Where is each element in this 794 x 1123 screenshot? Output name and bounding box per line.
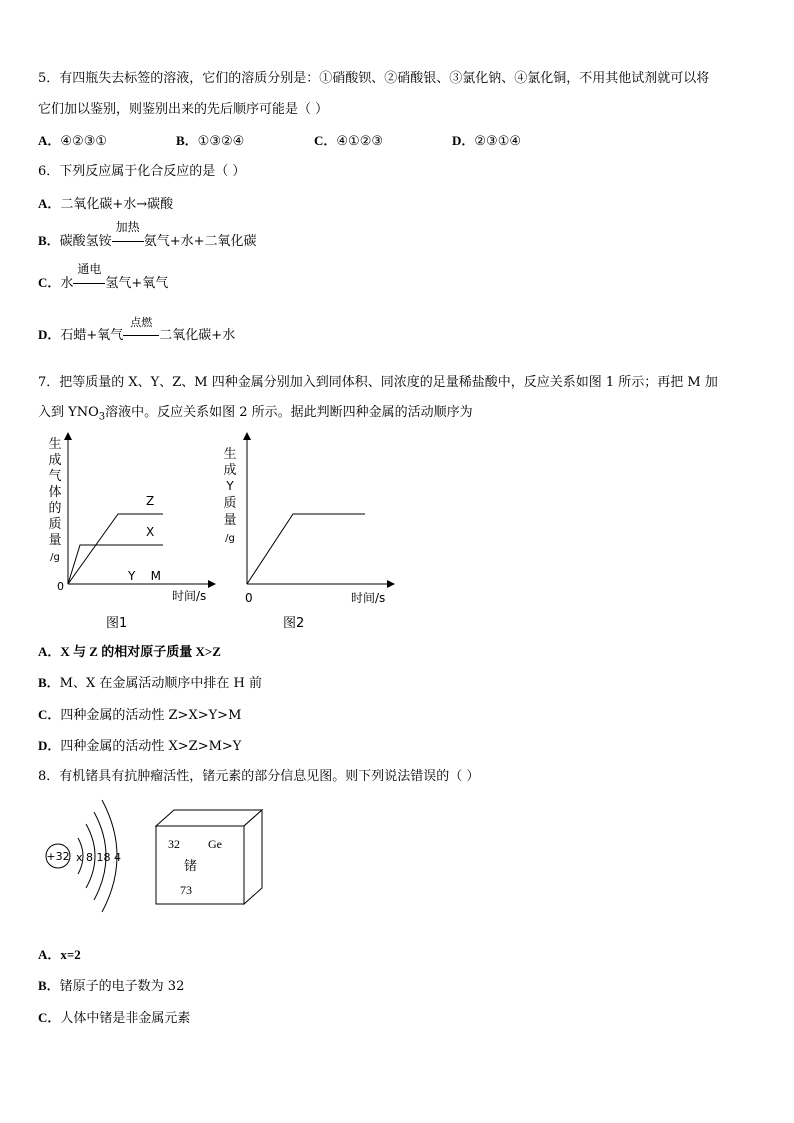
element-symbol: Ge bbox=[208, 837, 222, 851]
fig1-y-label bbox=[48, 436, 61, 563]
q5-stem-line1: 5．有四瓶失去标签的溶液，它们的溶质分别是：①硝酸钡、②硝酸银、③氯化钠、④氯化铜，不用其他试剂就可以将 bbox=[38, 71, 710, 86]
figure-2 bbox=[215, 430, 395, 635]
q7-option-c-label: C． bbox=[38, 707, 61, 722]
q5-option-c: ④①②③ bbox=[336, 134, 384, 149]
q7-option-b-text: M、X 在金属活动顺序中排在 H 前 bbox=[59, 676, 262, 691]
q8-option-b-label: B． bbox=[38, 978, 60, 993]
q6-option-c bbox=[38, 262, 169, 293]
fig1-y-label-char: 的 bbox=[48, 501, 62, 516]
q6-option-c-label: C． bbox=[38, 275, 61, 290]
fig1-y-label-char: 质 bbox=[48, 517, 62, 532]
fig2-x-label: 时间/s bbox=[351, 591, 386, 605]
fig1-label-ym: Y M bbox=[128, 569, 161, 583]
q6-option-b-label: B． bbox=[38, 233, 60, 248]
q6-option-c-condition: 通电 bbox=[77, 262, 102, 276]
q5-option-a-label: A． bbox=[38, 133, 61, 148]
q7-stem-line1: 7．把等质量的 X、Y、Z、M 四种金属分别加入到同体积、同浓度的足量稀盐酸中，反应关系如图 1 所示；再把 M 加 bbox=[38, 375, 718, 390]
q7-option-b-label: B． bbox=[38, 675, 60, 690]
q7-stem-line2-pre: 入到 YNO bbox=[38, 405, 99, 420]
q8-option-a-label: A． bbox=[38, 947, 61, 962]
q8-option-a-text: x=2 bbox=[60, 947, 81, 962]
q6-stem: 6．下列反应属于化合反应的是（ ） bbox=[38, 164, 246, 179]
q7-option-a-text: X 与 Z 的相对原子质量 X>Z bbox=[60, 644, 221, 659]
q8-option-c-text: 人体中锗是非金属元素 bbox=[60, 1011, 191, 1026]
fig1-y-label-char: 体 bbox=[48, 485, 62, 500]
q6-option-c-right: 氢气+氧气 bbox=[105, 276, 169, 291]
q7-option-d-text: 四种金属的活动性 X>Z>M>Y bbox=[60, 739, 242, 754]
fig1-y-label-char: 量 bbox=[48, 533, 62, 548]
atom-structure-diagram bbox=[38, 790, 138, 920]
element-atomic-number: 32 bbox=[168, 837, 180, 851]
element-card-side bbox=[244, 810, 262, 904]
q5-options bbox=[38, 132, 521, 151]
q5-option-d-label: D． bbox=[452, 133, 475, 148]
fig2-y-label-char: 质 bbox=[223, 496, 237, 511]
q5-option-d: ②③①④ bbox=[474, 134, 522, 149]
fig2-y-label-char: 量 bbox=[223, 513, 237, 528]
fig1-x-label: 时间/s bbox=[172, 589, 207, 603]
fig2-y-label-char: Y bbox=[226, 479, 234, 493]
q6-option-c-left: 水 bbox=[60, 276, 74, 291]
q6-option-b bbox=[38, 220, 257, 251]
q6-option-c-arrow bbox=[73, 283, 105, 284]
electron-counts: x 8 18 4 bbox=[76, 851, 121, 864]
fig2-y-label bbox=[223, 446, 236, 544]
q6-option-d-label: D． bbox=[38, 327, 61, 342]
q5-option-b-label: B． bbox=[176, 133, 198, 148]
q5-stem-line2: 它们加以鉴别，则鉴别出来的先后顺序可能是（ ） bbox=[38, 102, 329, 117]
q8-option-c bbox=[38, 1009, 190, 1028]
q6-option-d-right: 二氧化碳+水 bbox=[159, 328, 236, 343]
q5-option-c-label: C． bbox=[314, 133, 337, 148]
fig2-y-label-char: 成 bbox=[223, 463, 237, 478]
fig1-y-label-char: /g bbox=[50, 552, 60, 563]
q8-stem: 8．有机锗具有抗肿瘤活性，锗元素的部分信息见图。则下列说法错误的（ ） bbox=[38, 769, 480, 784]
fig2-curve bbox=[247, 514, 365, 584]
q7-option-c-text: 四种金属的活动性 Z>X>Y>M bbox=[60, 708, 242, 723]
q6-option-d-condition: 点燃 bbox=[130, 316, 153, 329]
q6-option-d-arrow bbox=[123, 335, 159, 336]
fig1-label-z: Z bbox=[146, 494, 155, 508]
q6-option-d bbox=[38, 316, 236, 345]
q7-option-d-label: D． bbox=[38, 738, 61, 753]
fig1-y-label-char: 成 bbox=[48, 453, 62, 468]
q7-stem-line2-post: 溶液中。反应关系如图 2 所示。据此判断四种金属的活动顺序为 bbox=[105, 405, 473, 420]
fig1-y-label-char: 气 bbox=[48, 469, 62, 484]
q7-stem-line2 bbox=[38, 404, 473, 427]
q8-option-c-label: C． bbox=[38, 1010, 61, 1025]
fig2-y-label-char: 生 bbox=[223, 447, 237, 462]
atom-nucleus-charge: +32 bbox=[46, 850, 70, 863]
fig2-y-label-char: /g bbox=[225, 533, 235, 544]
q6-option-b-condition: 加热 bbox=[115, 220, 140, 234]
q8-option-b-text: 锗原子的电子数为 32 bbox=[59, 979, 185, 994]
q7-option-a bbox=[38, 643, 221, 662]
q7-option-d bbox=[38, 737, 241, 756]
fig1-label-x: X bbox=[146, 525, 155, 539]
q6-option-a bbox=[38, 195, 173, 214]
fig1-caption: 图1 bbox=[106, 616, 128, 631]
q8-option-a bbox=[38, 946, 81, 965]
fig1-origin: 0 bbox=[57, 580, 64, 593]
q7-option-c bbox=[38, 706, 241, 725]
q5-option-a: ④②③① bbox=[60, 134, 108, 149]
q6-option-a-label: A． bbox=[38, 196, 61, 211]
q6-option-d-left: 石蜡+氧气 bbox=[60, 328, 124, 343]
q6-option-b-left: 碳酸氢铵 bbox=[59, 234, 112, 249]
q7-stem-subscript: 3 bbox=[98, 411, 106, 423]
q5-option-b: ①③②④ bbox=[197, 134, 245, 149]
element-card bbox=[150, 808, 280, 908]
fig1-y-label-char: 生 bbox=[48, 437, 62, 452]
q8-option-b bbox=[38, 977, 184, 996]
q6-option-a-text: 二氧化碳+水→碳酸 bbox=[60, 197, 174, 212]
fig2-origin: 0 bbox=[245, 591, 253, 605]
fig2-caption: 图2 bbox=[283, 616, 305, 631]
figure-1 bbox=[40, 430, 220, 635]
q7-option-a-label: A． bbox=[38, 644, 61, 659]
q6-option-b-right: 氨气+水+二氧化碳 bbox=[143, 234, 257, 249]
q7-option-b bbox=[38, 674, 262, 693]
q6-option-b-arrow bbox=[112, 241, 144, 242]
element-name: 锗 bbox=[184, 859, 198, 874]
element-atomic-mass: 73 bbox=[180, 883, 192, 897]
